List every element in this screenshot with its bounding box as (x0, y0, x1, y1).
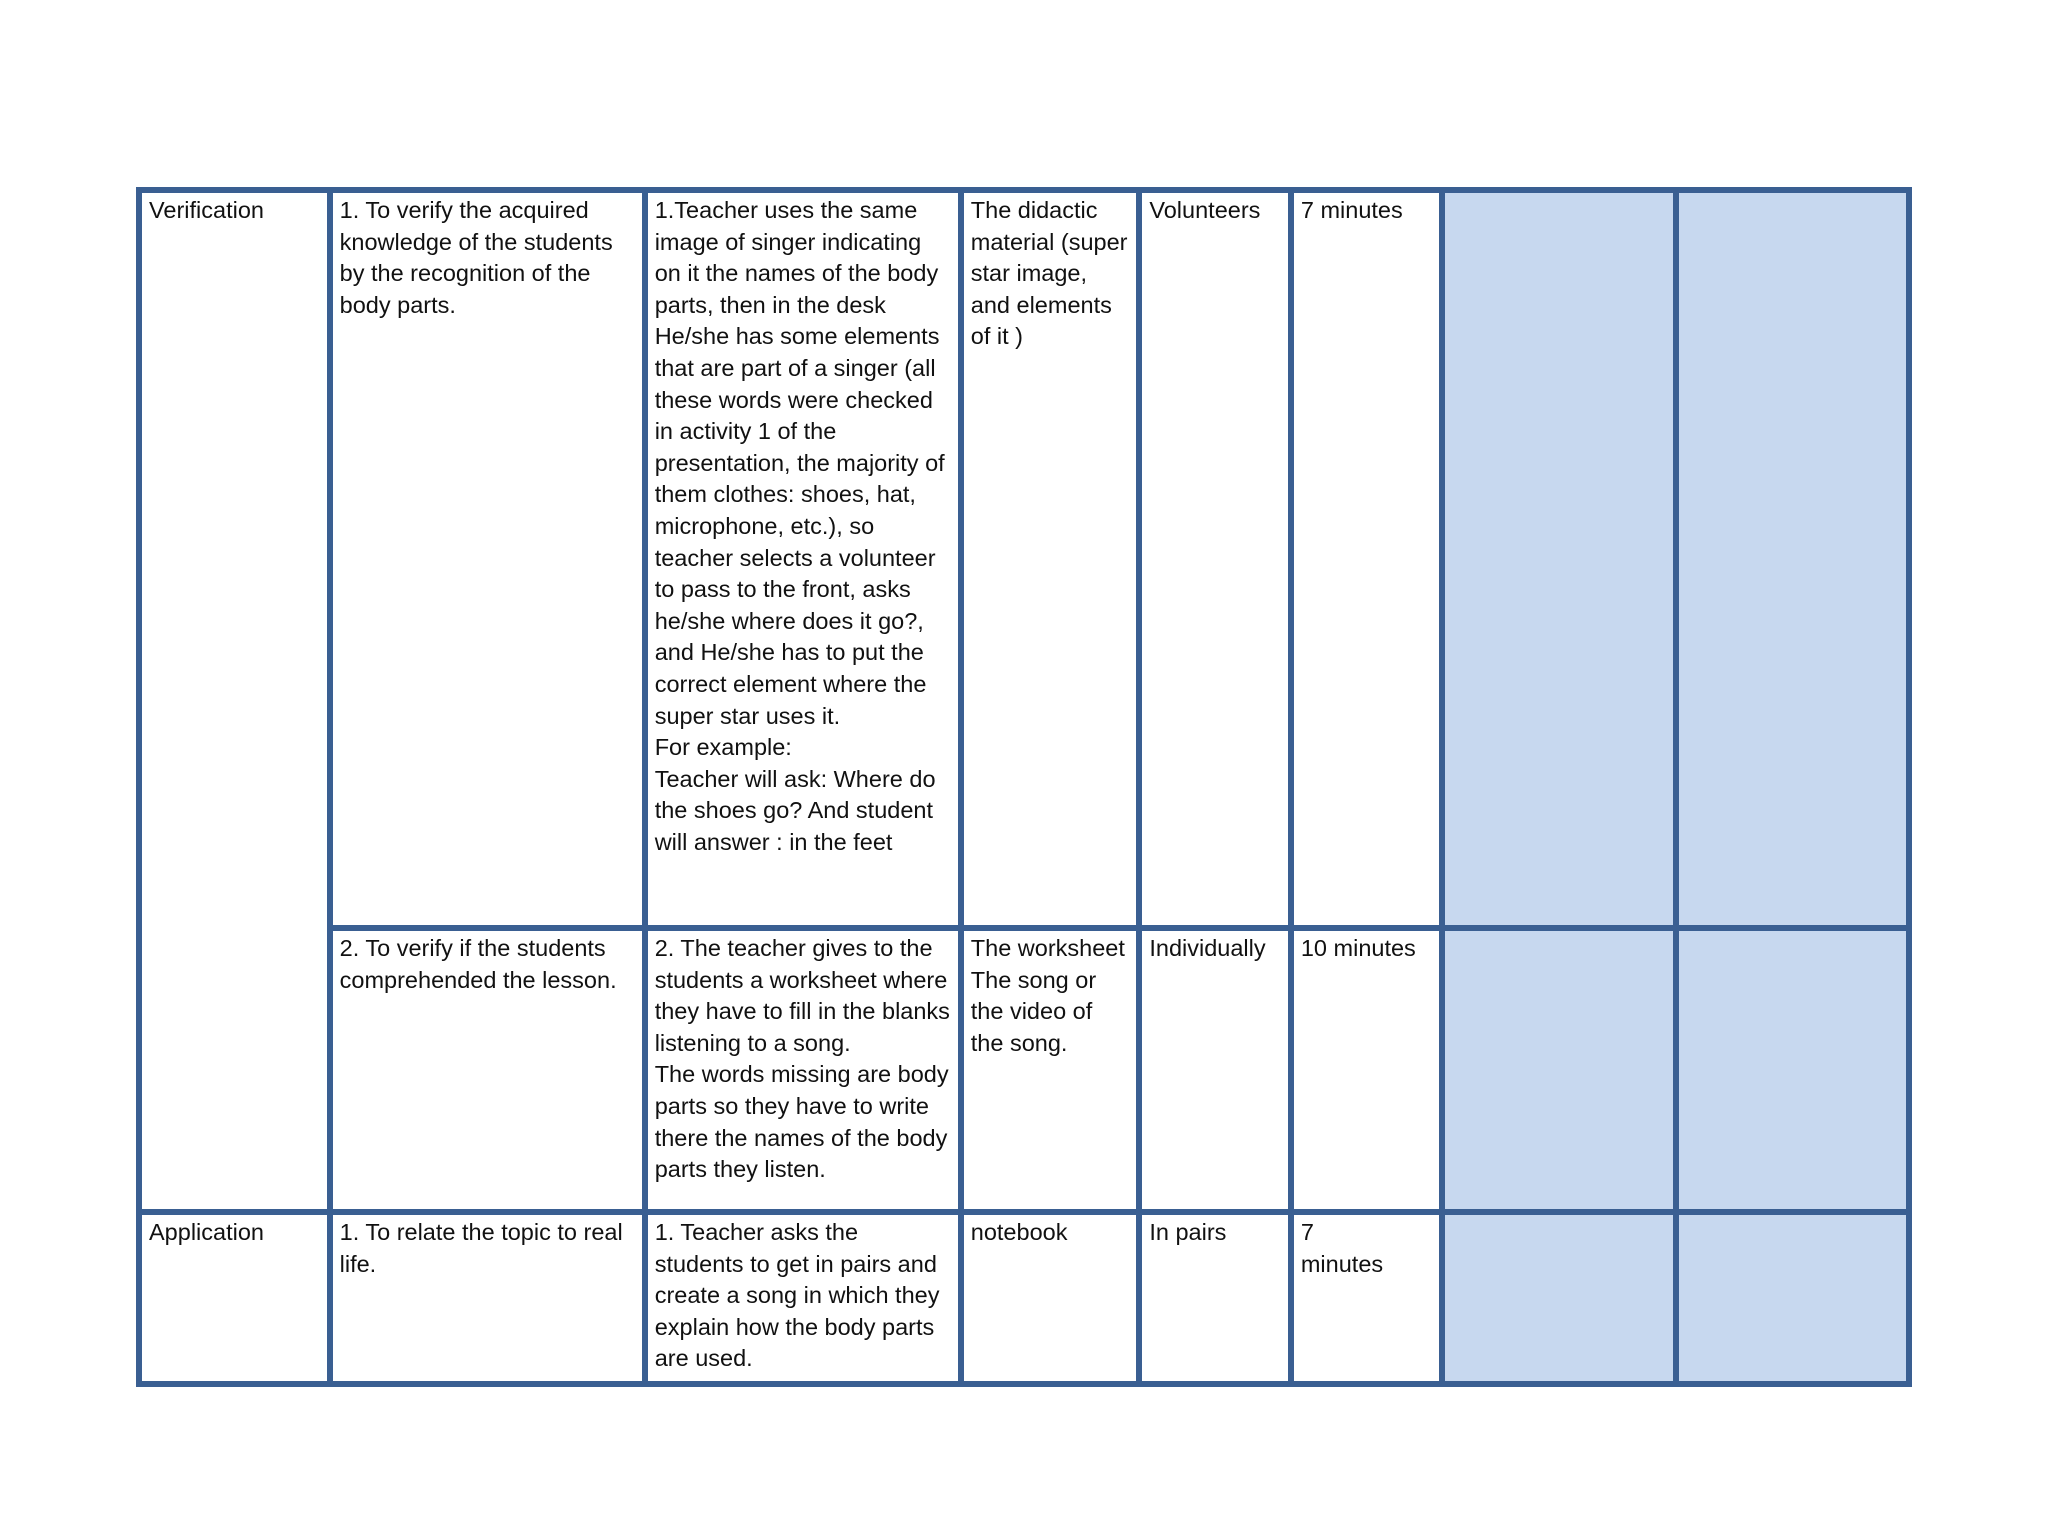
material-text: The didactic material (super star image, and elements of it ) (970, 197, 1128, 350)
empty-shaded-cell (1676, 190, 1909, 928)
empty-shaded-cell (1442, 190, 1676, 928)
material-text: The worksheet The song or the video of the song. (970, 935, 1125, 1056)
objective-text: 2. To verify if the students comprehended the lesson. (339, 935, 617, 993)
time-text: 7 minutes (1300, 1219, 1384, 1277)
activity-cell (645, 190, 961, 928)
time-cell (1291, 928, 1443, 1212)
organization-cell (1139, 1212, 1291, 1384)
time-text: 7 minutes (1300, 197, 1403, 223)
objective-cell (330, 190, 645, 928)
time-cell (1291, 1212, 1443, 1384)
empty-shaded-cell (1676, 928, 1909, 1212)
material-text: notebook (970, 1219, 1068, 1245)
objective-text: 1. To relate the topic to real life. (339, 1219, 623, 1277)
activity-text: 1. Teacher asks the students to get in pairs and create a song in which they explain how the body parts are used. (654, 1219, 940, 1372)
stage-cell (139, 1212, 330, 1384)
material-cell (961, 928, 1140, 1212)
organization-text: Individually (1149, 935, 1266, 961)
table-row-application (139, 1212, 1909, 1384)
objective-cell (330, 1212, 645, 1384)
time-cell (1291, 190, 1443, 928)
empty-shaded-cell (1442, 928, 1676, 1212)
organization-cell (1139, 190, 1291, 928)
objective-cell (330, 928, 645, 1212)
organization-text: Volunteers (1149, 197, 1261, 223)
activity-text: 2. The teacher gives to the students a worksheet where they have to fill in the blanks listening to a song. The words missing are body parts so they have to write there the names of the body parts they listen. (654, 935, 950, 1183)
activity-text: 1.Teacher uses the same image of singer indicating on it the names of the body parts, then in the desk He/she has some elements that are part of a singer (all these words were checked in activity 1 of the presentation, the majority of them clothes: shoes, hat, microphone, etc.), so teacher selects a volunteer to pass to the front, asks he/she where does it go?, and He/she has to put the correct element where the super star uses it. For example: Teacher will ask: Where do the shoes go? And student will answer : in the feet (654, 197, 945, 855)
stage-cell (139, 190, 330, 1212)
table-row-verification-2 (139, 928, 1909, 1212)
material-cell (961, 190, 1140, 928)
objective-text: 1. To verify the acquired knowledge of the students by the recognition of the body parts. (339, 197, 613, 318)
empty-shaded-cell (1676, 1212, 1909, 1384)
activity-cell (645, 928, 961, 1212)
table-row-verification-1 (139, 190, 1909, 928)
activity-cell (645, 1212, 961, 1384)
organization-cell (1139, 928, 1291, 1212)
stage-label: Application (149, 1219, 264, 1245)
organization-text: In pairs (1149, 1219, 1227, 1245)
time-text: 10 minutes (1300, 935, 1416, 961)
material-cell (961, 1212, 1140, 1384)
empty-shaded-cell (1442, 1212, 1676, 1384)
lesson-plan-table (136, 187, 1912, 1387)
stage-label: Verification (149, 197, 264, 223)
